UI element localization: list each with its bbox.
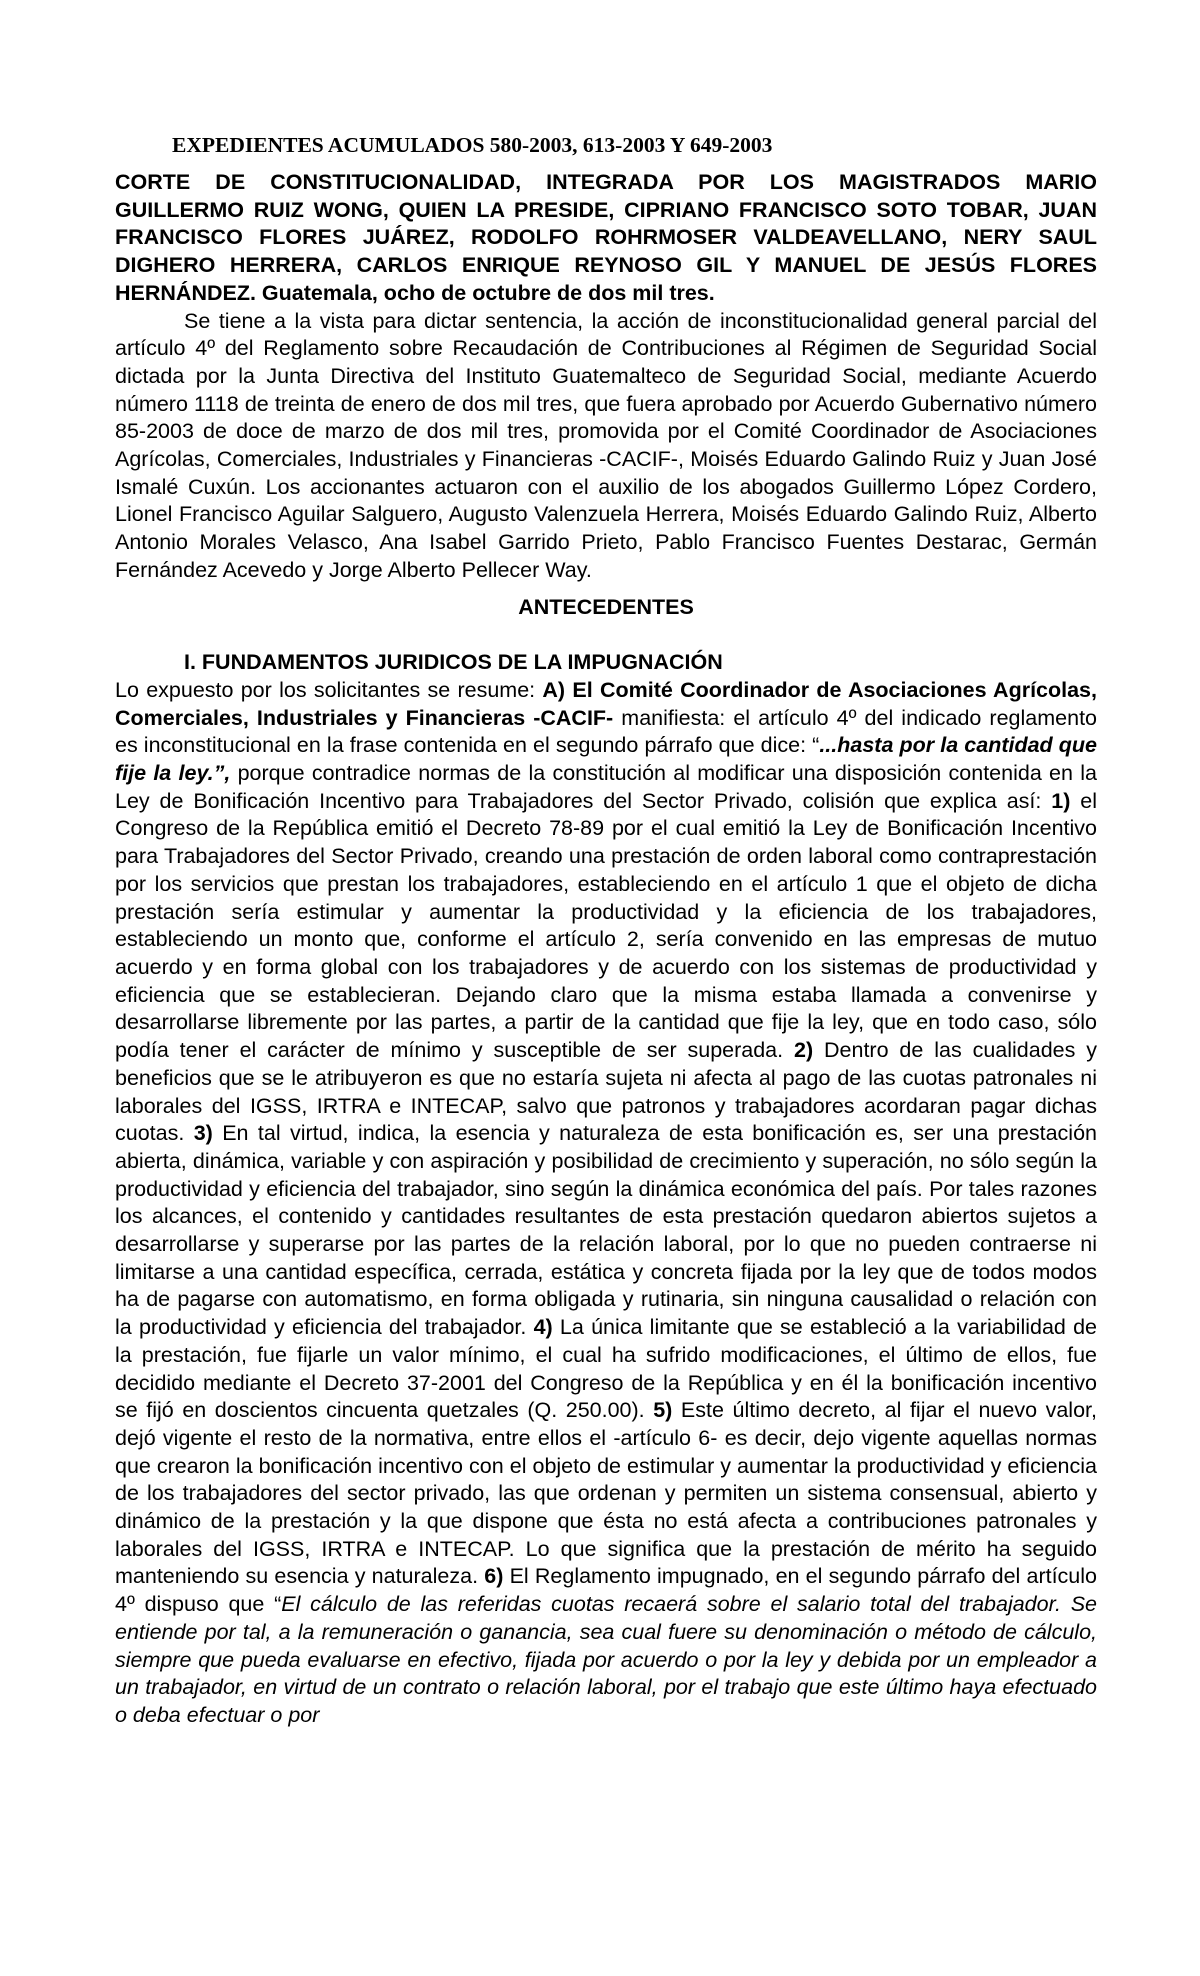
court-caption [115, 169, 1097, 308]
body-text-run: Lo expuesto por los solicitantes se resume: [115, 677, 543, 702]
place-date: Guatemala, ocho de octubre de dos mil tres. [255, 280, 715, 305]
body-text-run: La única limitante que se estableció a la variabilidad de la prestación, fue fijarle un valor mínimo, el cual ha sufrido modificaciones, el último de ellos, fue decidido mediante el Decreto 37-2001 del Congreso de la República y en él la bonificación incentivo se fijó en doscientos cincuenta quetzales (Q. 250.00). [115, 1315, 1097, 1423]
case-file-header: EXPEDIENTES ACUMULADOS 580-2003, 613-2003 Y 649-2003 [172, 133, 773, 157]
body-text-run: porque contradice normas de la constitución al modificar una disposición contenida en la Ley de Bonificación Incentivo para Trabajadores del Sector Privado, colisión que explica así: [115, 761, 1097, 813]
body-text-run: manifiesta: el artículo 4º del indicado reglamento es inconstitucional en la frase contenida en el segundo párrafo que dice: “ [115, 705, 1097, 758]
body-text-run: Dentro de las cualidades y beneficios que se le atribuyeron es que no estaría sujeta ni afecta al pago de las cuotas patronales ni laborales del IGSS, IRTRA e INTECAP, salvo que patronos y trabajadores acordaran pagar dichas cuotas. [115, 1038, 1097, 1146]
body-text-run: 1) [1051, 788, 1071, 813]
section-title-antecedentes: ANTECEDENTES [518, 594, 694, 619]
body-text-run: ...hasta por la cantidad que fije la ley.”, [115, 733, 1098, 786]
body-text-run: el Congreso de la República emitió el Decreto 78-89 por el cual emitió la Ley de Bonificación Incentivo para Trabajadores del Sector Privado, creando una prestación de orden laboral como contraprestación por los servicios que prestan los trabajadores, estableciendo en el artículo 1 que el objeto de dicha prestación sería estimular y aumentar la productividad y la eficiencia de los trabajadores, estableciendo un monto que, conforme el artículo 2, sería convenido en las empresas de mutuo acuerdo y en forma global con los trabajadores y de acuerdo con los sistemas de productividad y eficiencia que se establecieran. Dejando claro que la misma estaba llamada a convenirse y desarrollarse libremente por las partes, a partir de la cantidad que fije la ley, que en todo caso, sólo podía tener el carácter de mínimo y susceptible de ser superada. [115, 788, 1097, 1063]
body-paragraph [115, 677, 1097, 1730]
subsection-title-fundamentos: I. FUNDAMENTOS JURIDICOS DE LA IMPUGNACIÓN [184, 650, 723, 675]
body-text-run: 2) [794, 1038, 814, 1063]
body-text-run: 5) [653, 1398, 673, 1423]
body-text-run: 6) [484, 1564, 504, 1589]
court-composition: CORTE DE CONSTITUCIONALIDAD, INTEGRADA POR LOS MAGISTRADOS MARIO GUILLERMO RUIZ WONG, QUIEN LA PRESIDE, CIPRIANO FRANCISCO SOTO TOBAR, JUAN FRANCISCO FLORES JUÁREZ, RODOLFO ROHRMOSER VALDEAVELLANO, NERY SAUL DIGHERO HERRERA, CARLOS ENRIQUE REYNOSO GIL Y MANUEL DE JESÚS FLORES HERNÁNDEZ. [115, 170, 1097, 305]
body-text-run: El cálculo de las referidas cuotas recaerá sobre el salario total del trabajador. Se entiende por tal, a la remuneración o ganancia, sea cual fuere su denominación o método de cálculo, siempre que pueda evaluarse en efectivo, fijada por acuerdo o por la ley y debida por un empleador a un trabajador, en virtud de un contrato o relación laboral, por el trabajo que este último haya efectuado o deba efectuar o por [115, 1592, 1097, 1727]
body-text-run: A) El Comité Coordinador de Asociaciones Agrícolas, Comerciales, Industriales y Financieras -CACIF- [115, 677, 1097, 730]
body-text-run: El Reglamento impugnado, en el segundo párrafo del artículo 4º dispuso que “ [115, 1564, 1098, 1617]
body-text-run: 3) [193, 1121, 213, 1146]
document-body [115, 169, 1097, 1730]
intro-paragraph: Se tiene a la vista para dictar sentencia, la acción de inconstitucionalidad general parcial del artículo 4º del Reglamento sobre Recaudación de Contribuciones al Régimen de Seguridad Social dictada por la Junta Directiva del Instituto Guatemalteco de Seguridad Social, mediante Acuerdo número 1118 de treinta de enero de dos mil tres, que fuera aprobado por Acuerdo Gubernativo número 85-2003 de doce de marzo de dos mil tres, promovida por el Comité Coordinador de Asociaciones Agrícolas, Comerciales, Industriales y Financieras -CACIF-, Moisés Eduardo Galindo Ruiz y Juan José Ismalé Cuxún. Los accionantes actuaron con el auxilio de los abogados Guillermo López Cordero, Lionel Francisco Aguilar Salguero, Augusto Valenzuela Herrera, Moisés Eduardo Galindo Ruiz, Alberto Antonio Morales Velasco, Ana Isabel Garrido Prieto, Pablo Francisco Fuentes Destarac, Germán Fernández Acevedo y Jorge Alberto Pellecer Way. [115, 308, 1097, 582]
body-text-run: Este último decreto, al fijar el nuevo valor, dejó vigente el resto de la normativa, entre ellos el -artículo 6- es decir, dejo vigente aquellas normas que crearon la bonificación incentivo con el objeto de estimular y aumentar la productividad y eficiencia de los trabajadores del sector privado, las que ordenan y permiten un sistema consensual, abierto y dinámico de la prestación y la que dispone que ésta no está afecta a contribuciones patronales y laborales del IGSS, IRTRA e INTECAP. Lo que significa que la prestación de mérito ha seguido manteniendo su esencia y naturaleza. [115, 1398, 1097, 1589]
body-text-run: En tal virtud, indica, la esencia y naturaleza de esta bonificación es, ser una prestación abierta, dinámica, variable y con aspiración y posibilidad de crecimiento y superación, no sólo según la productividad y eficiencia del trabajador, sino según la dinámica económica del país. Por tales razones los alcances, el contenido y cantidades resultantes de esta prestación quedaron abiertos sujetos a desarrollarse y superarse por las partes de la relación laboral, por lo que no pueden contraerse ni limitarse a una cantidad específica, cerrada, estática y concreta fijada por la ley que de todos modos ha de pagarse con automatismo, en forma obligada y rutinaria, sin ninguna causalidad o relación con la productividad y eficiencia del trabajador. [115, 1121, 1097, 1340]
body-text-run: 4) [533, 1315, 553, 1340]
